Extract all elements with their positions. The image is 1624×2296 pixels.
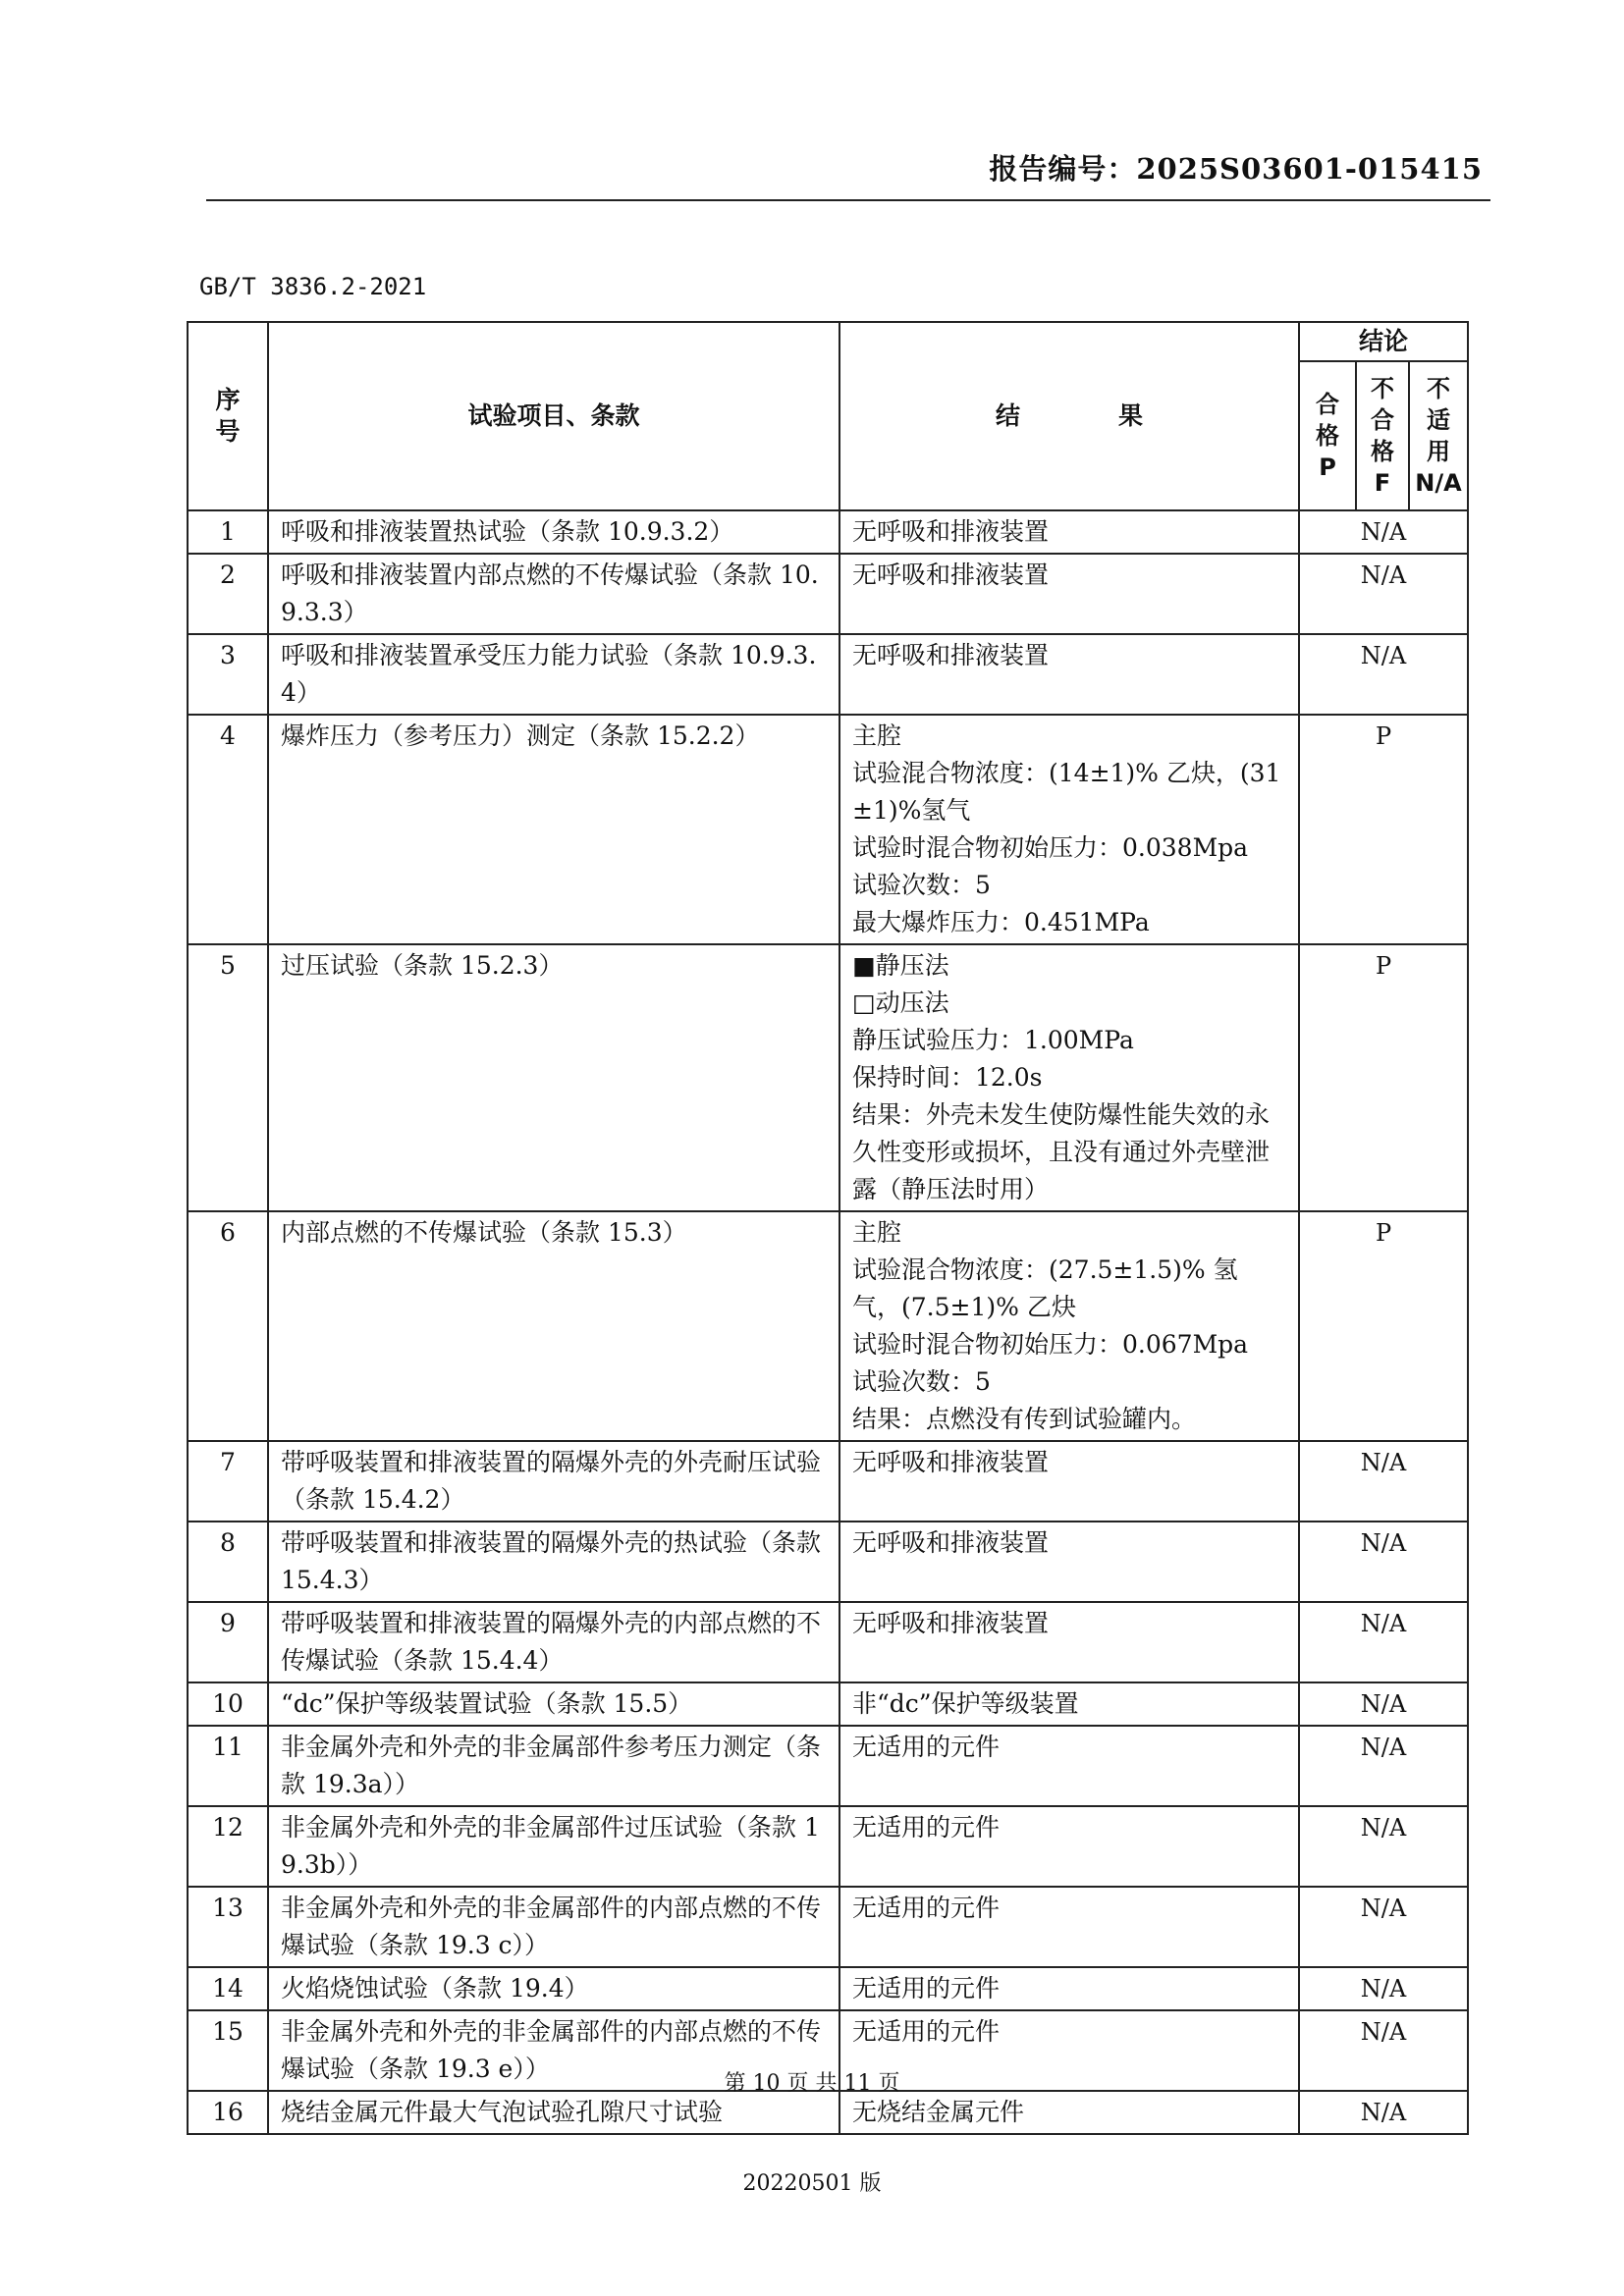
test-result (839, 1967, 1299, 2010)
test-item: 呼吸和排液装置内部点燃的不传爆试验（条款 10.9.3.3） (268, 554, 839, 634)
result-line: 无呼吸和排液装置 (852, 561, 1050, 589)
report-number: 报告编号：2025S03601-015415 (989, 152, 1483, 186)
result-line: 无呼吸和排液装置 (852, 641, 1050, 669)
result-line: 无呼吸和排液装置 (852, 1528, 1050, 1557)
test-result (839, 510, 1299, 554)
test-item: 非金属外壳和外壳的非金属部件过压试验（条款 19.3b）） (268, 1806, 839, 1887)
table-row (188, 1806, 1468, 1887)
header-char: 不 (1427, 375, 1451, 402)
test-result (839, 1887, 1299, 1967)
result-line: 无烧结金属元件 (852, 2098, 1025, 2126)
row-number: 10 (188, 1682, 268, 1726)
table-row (188, 1602, 1468, 1682)
table-row (188, 1967, 1468, 2010)
header-conclusion: 结论 (1299, 322, 1468, 361)
test-result (839, 1522, 1299, 1602)
conclusion-value: N/A (1299, 2010, 1468, 2091)
conclusion-value: N/A (1299, 1682, 1468, 1726)
result-line: 无适用的元件 (852, 1813, 1001, 1842)
header-char: 格 (1371, 438, 1394, 465)
test-result (839, 1211, 1299, 1441)
row-number: 5 (188, 944, 268, 1211)
result-line: 主腔 (852, 1218, 902, 1247)
result-line: 试验次数：5 (852, 871, 991, 899)
conclusion-value: N/A (1299, 510, 1468, 554)
row-number: 2 (188, 554, 268, 634)
table-row (188, 1441, 1468, 1522)
header-char: 用 (1427, 438, 1451, 465)
result-line: □动压法 (852, 988, 949, 1017)
test-item: “dc”保护等级装置试验（条款 15.5） (268, 1682, 839, 1726)
test-result (839, 1441, 1299, 1522)
result-line: 结果：外壳未发生使防爆性能失效的永久性变形或损坏，且没有通过外壳壁泄露（静压法时用） (852, 1100, 1271, 1203)
test-result (839, 944, 1299, 1211)
conclusion-value: P (1299, 1211, 1468, 1441)
table-row (188, 554, 1468, 634)
header-item: 试验项目、条款 (268, 322, 839, 510)
table-row (188, 1211, 1468, 1441)
header-char: 合 (1371, 406, 1394, 434)
result-line: 试验混合物浓度：(14±1)% 乙炔，(31±1)%氢气 (852, 759, 1281, 825)
table-row (188, 634, 1468, 715)
header-char: 适 (1427, 406, 1451, 434)
header-rule (206, 199, 1490, 201)
header-na (1409, 361, 1468, 510)
result-line: 无呼吸和排液装置 (852, 1609, 1050, 1637)
conclusion-value: N/A (1299, 1441, 1468, 1522)
result-line: 最大爆炸压力：0.451MPa (852, 908, 1150, 936)
result-line: 无适用的元件 (852, 1974, 1001, 2002)
test-item: 带呼吸装置和排液装置的隔爆外壳的外壳耐压试验（条款 15.4.2） (268, 1441, 839, 1522)
row-number: 9 (188, 1602, 268, 1682)
test-result (839, 1806, 1299, 1887)
table-row (188, 1887, 1468, 1967)
table-row (188, 510, 1468, 554)
result-line: 非“dc”保护等级装置 (852, 1689, 1079, 1718)
conclusion-value: N/A (1299, 1726, 1468, 1806)
table-body (188, 510, 1468, 2134)
test-result (839, 634, 1299, 715)
row-number: 15 (188, 2010, 268, 2091)
row-number: 4 (188, 715, 268, 944)
result-line: 试验时混合物初始压力：0.067Mpa (852, 1330, 1249, 1359)
row-number: 3 (188, 634, 268, 715)
test-item: 非金属外壳和外壳的非金属部件的内部点燃的不传爆试验（条款 19.3 e）） (268, 2010, 839, 2091)
row-number: 11 (188, 1726, 268, 1806)
standard-code: GB/T 3836.2-2021 (199, 273, 427, 300)
row-number: 1 (188, 510, 268, 554)
result-line: 主腔 (852, 721, 902, 750)
header-pass (1299, 361, 1356, 510)
result-line: 保持时间：12.0s (852, 1063, 1043, 1092)
header-char: P (1319, 454, 1336, 481)
table-row (188, 715, 1468, 944)
result-line: ■静压法 (852, 951, 949, 980)
header-char: 格 (1316, 422, 1339, 450)
table-row (188, 2091, 1468, 2134)
row-number: 8 (188, 1522, 268, 1602)
row-number: 14 (188, 1967, 268, 2010)
test-results-table (187, 321, 1469, 2135)
test-item: 呼吸和排液装置热试验（条款 10.9.3.2） (268, 510, 839, 554)
test-item: 过压试验（条款 15.2.3） (268, 944, 839, 1211)
header-char: N/A (1415, 469, 1462, 497)
version-label: 20220501 版 (742, 2171, 882, 2196)
header-char: 不 (1371, 375, 1394, 402)
page-number: 第 10 页 共 11 页 (724, 2071, 900, 2096)
conclusion-value: P (1299, 944, 1468, 1211)
result-line: 试验时混合物初始压力：0.038Mpa (852, 833, 1249, 862)
header-char: 序 (215, 386, 241, 414)
result-line: 静压试验压力：1.00MPa (852, 1026, 1134, 1054)
conclusion-value: N/A (1299, 554, 1468, 634)
conclusion-value: N/A (1299, 1522, 1468, 1602)
test-result (839, 554, 1299, 634)
test-item: 呼吸和排液装置承受压力能力试验（条款 10.9.3.4） (268, 634, 839, 715)
header-seq (188, 322, 268, 510)
result-line: 试验混合物浓度：(27.5±1.5)% 氢气，(7.5±1)% 乙炔 (852, 1255, 1238, 1321)
row-number: 13 (188, 1887, 268, 1967)
test-result (839, 1602, 1299, 1682)
result-line: 试验次数：5 (852, 1367, 991, 1396)
conclusion-value: N/A (1299, 1967, 1468, 2010)
test-result (839, 715, 1299, 944)
table-row (188, 1522, 1468, 1602)
result-line: 无呼吸和排液装置 (852, 1448, 1050, 1476)
header-result: 结 果 (839, 322, 1299, 510)
test-result (839, 1726, 1299, 1806)
header-fail (1356, 361, 1409, 510)
conclusion-value: N/A (1299, 634, 1468, 715)
result-line: 结果：点燃没有传到试验罐内。 (852, 1405, 1197, 1433)
test-item: 带呼吸装置和排液装置的隔爆外壳的内部点燃的不传爆试验（条款 15.4.4） (268, 1602, 839, 1682)
result-line: 无适用的元件 (852, 1733, 1001, 1761)
header-char: 合 (1316, 391, 1339, 418)
result-line: 无适用的元件 (852, 1894, 1001, 1922)
test-item: 爆炸压力（参考压力）测定（条款 15.2.2） (268, 715, 839, 944)
table-row (188, 1726, 1468, 1806)
row-number: 7 (188, 1441, 268, 1522)
header-char: 号 (215, 417, 241, 446)
result-line: 无呼吸和排液装置 (852, 517, 1050, 546)
conclusion-value: N/A (1299, 1806, 1468, 1887)
test-item: 非金属外壳和外壳的非金属部件的内部点燃的不传爆试验（条款 19.3 c）） (268, 1887, 839, 1967)
row-number: 6 (188, 1211, 268, 1441)
test-result (839, 2091, 1299, 2134)
test-result (839, 1682, 1299, 1726)
result-line: 无适用的元件 (852, 2017, 1001, 2046)
table-row (188, 944, 1468, 1211)
table-row (188, 1682, 1468, 1726)
test-item: 带呼吸装置和排液装置的隔爆外壳的热试验（条款 15.4.3） (268, 1522, 839, 1602)
row-number: 12 (188, 1806, 268, 1887)
conclusion-value: N/A (1299, 2091, 1468, 2134)
header-char: F (1374, 469, 1391, 497)
conclusion-value: P (1299, 715, 1468, 944)
conclusion-value: N/A (1299, 1887, 1468, 1967)
test-item: 内部点燃的不传爆试验（条款 15.3） (268, 1211, 839, 1441)
row-number: 16 (188, 2091, 268, 2134)
test-item: 非金属外壳和外壳的非金属部件参考压力测定（条款 19.3a）） (268, 1726, 839, 1806)
test-item: 烧结金属元件最大气泡试验孔隙尺寸试验 (268, 2091, 839, 2134)
test-item: 火焰烧蚀试验（条款 19.4） (268, 1967, 839, 2010)
conclusion-value: N/A (1299, 1602, 1468, 1682)
